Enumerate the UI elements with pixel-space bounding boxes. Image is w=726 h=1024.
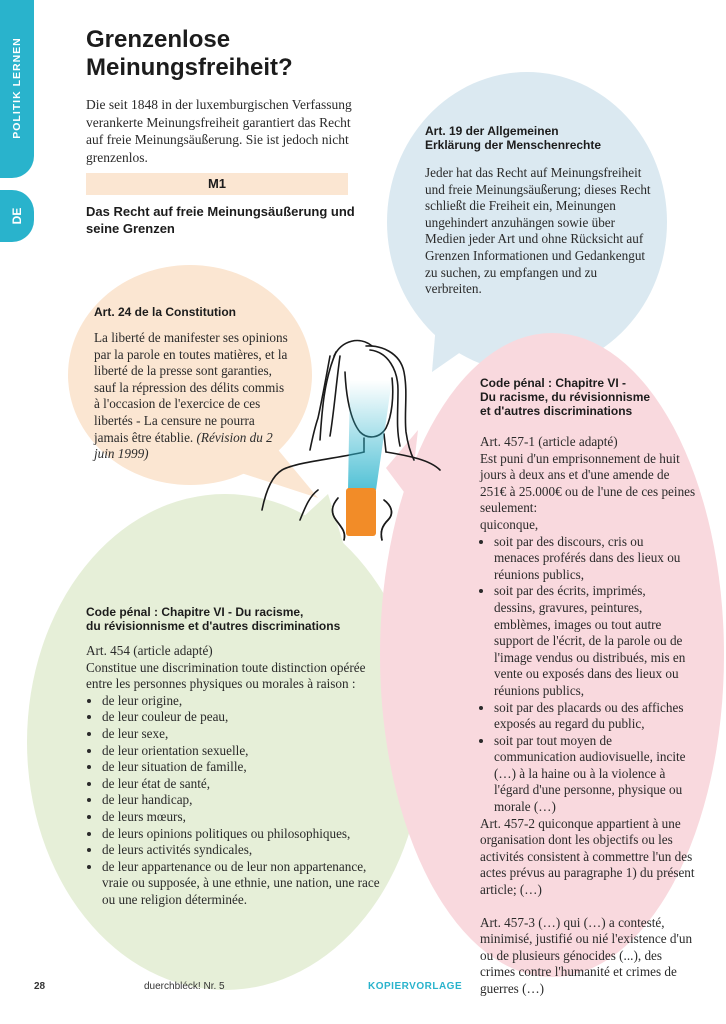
art454-bubble [86, 605, 386, 909]
material-title: Das Recht auf freie Meinungsäußerung und seine Grenzen [86, 204, 355, 236]
art454-list [84, 693, 384, 909]
art457-bubble [480, 376, 696, 998]
art457-body [480, 434, 696, 998]
constitution-bubble [94, 305, 290, 463]
list-item: • de leur couleur de peau, [102, 709, 384, 726]
list-item: • de leur sexe, [102, 726, 384, 743]
udhr-text: Jeder hat das Recht auf Meinungsfreiheit und freie Meinungsäußerung; dieses Recht schließt die Freiheit ein, Meinungen ungehindert anzuhängen sowie über Medien jeder Art und ohne Rücksicht auf Grenzen Informationen und Gedankengut zu suchen, zu empfangen und zu verbreiten. [425, 165, 651, 297]
list-item: • de leur état de santé, [102, 776, 384, 793]
list-item: • de leurs opinions politiques ou philosophiques, [102, 826, 384, 843]
list-item: • soit par tout moyen de communication audiovisuelle, incite (…) à la haine ou à la violence à l'égard d'une personne, physique ou morale (…) [494, 733, 690, 816]
udhr-bubble [425, 124, 651, 298]
art454-body [86, 643, 386, 909]
constitution-heading: Art. 24 de la Constitution [94, 305, 237, 319]
title-line-2: Meinungsfreiheit? [86, 54, 293, 81]
list-item: • soit par des discours, cris ou menaces proférés dans des lieux ou réunions publics, [494, 534, 690, 584]
constitution-text: La liberté de manifester ses opinions par la parole en toutes matières, et la liberté de la presse sont garanties, sauf la répression des délits commis à l'occasion de l'exercice de ces libertés - La censure ne pourra jamais être établie. (Révision du 2 juin 1999) [94, 330, 288, 462]
material-label: M1 [86, 173, 348, 195]
constitution-revision: (Révision du 2 juin 1999) [94, 429, 273, 462]
list-item: • de leur handicap, [102, 792, 384, 809]
phone-icon [346, 488, 376, 536]
section-tab-label: POLITIK LERNEN [11, 37, 23, 139]
art457-2-text: Art. 457-2 quiconque appartient à une organisation dont les objectifs ou les activités consistent à commettre l'un des actes prévus au paragraphe 1) du présent article; (…) [480, 815, 695, 898]
list-item: • de leur appartenance ou de leur non appartenance, vraie ou supposée, à une ethnie, une nation, une race ou une religion déterminée. [102, 859, 384, 909]
list-item: • de leur orientation sexuelle, [102, 743, 384, 760]
list-item: • soit par des écrits, imprimés, dessins, gravures, peintures, emblèmes, images ou tout autre support de l'écrit, de la parole ou de l'image vendus ou distribués, mis en vente ou exposés dans des lieux ou réunions publics, [494, 583, 690, 699]
list-item: • soit par des placards ou des affiches exposés au regard du public, [494, 700, 690, 733]
publication-name: duerchbléck! Nr. 5 [144, 981, 225, 992]
art457-1-label: Art. 457-1 (article adapté) [480, 434, 618, 449]
art454-intro: Constitue une discrimination toute distinction opérée entre les personnes physiques ou morales à raison : [86, 659, 366, 692]
phone-light-beam [348, 380, 392, 490]
art457-1-lead: quiconque, [480, 516, 539, 532]
art457-list [476, 534, 690, 816]
art457-3-text: Art. 457-3 (…) qui (…) a contesté, minimisé, justifié ou nié l'existence d'un ou de plusieurs génocides (...), des crimes contre l'humanité et crimes de guerres (…) [480, 914, 693, 996]
list-item: • de leurs activités syndicales, [102, 842, 384, 859]
list-item: • de leurs mœurs, [102, 809, 384, 826]
intro-text: Die seit 1848 in der luxemburgischen Verfassung verankerte Meinungsfreiheit garantiert das Recht auf freie Meinungsäußerung. Sie ist jedoch nicht grenzenlos. [86, 97, 352, 165]
udhr-heading: Art. 19 der Allgemeinen Erklärung der Menschenrechte [425, 124, 602, 152]
page-number: 28 [34, 981, 46, 992]
list-item: • de leur situation de famille, [102, 759, 384, 776]
footer-label: KOPIERVORLAGE [368, 981, 463, 992]
title-line-1: Grenzenlose [86, 26, 231, 53]
list-item: • de leur origine, [102, 693, 384, 710]
language-tab-label: DE [10, 207, 24, 225]
art457-heading: Code pénal : Chapitre VI - Du racisme, du révisionnisme et d'autres discriminations [480, 376, 651, 418]
art457-1-intro: Est puni d'un emprisonnement de huit jours à deux ans et d'une amende de 251€ à 25.000€ ou de l'une de ces peines seulement: [480, 450, 696, 516]
art454-heading: Code pénal : Chapitre VI - Du racisme, du révisionnisme et d'autres discriminations [86, 605, 341, 633]
art454-label: Art. 454 (article adapté) [86, 643, 213, 658]
